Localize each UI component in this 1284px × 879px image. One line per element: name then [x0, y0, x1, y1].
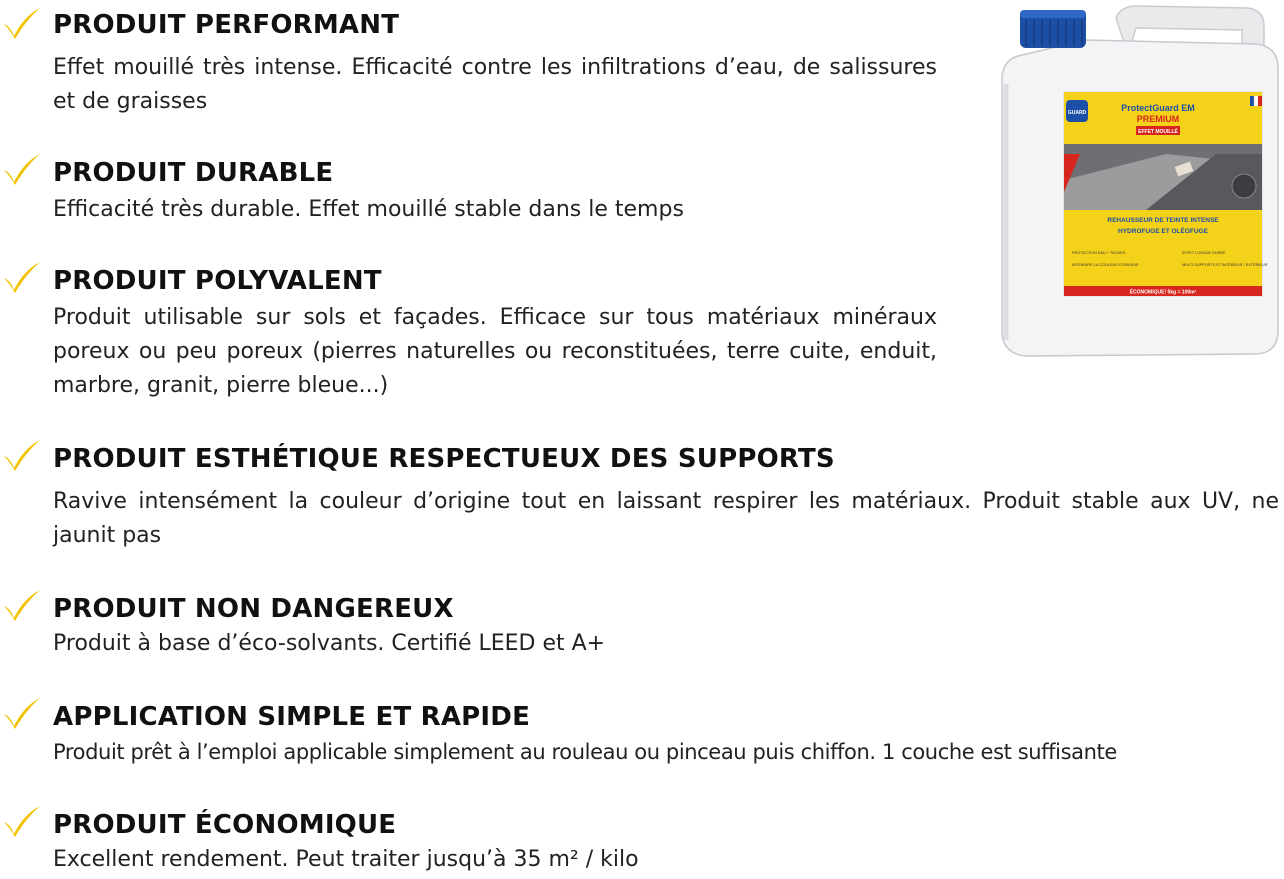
label-bullet: MULTI-SUPPORTS ET INTÉRIEUR / EXTÉRIEUR — [1182, 263, 1268, 267]
feature-description: Produit à base d’éco-solvants. Certifié LEED et A+ — [53, 631, 606, 656]
product-jerrican-image — [996, 4, 1280, 360]
feature-title: PRODUIT PERFORMANT — [53, 10, 400, 40]
checkmark-icon — [2, 804, 42, 838]
checkmark-icon — [2, 438, 42, 472]
feature-description: Produit prêt à l’emploi applicable simplement au rouleau ou pinceau puis chiffon. 1 couche est suffisante — [53, 740, 1117, 764]
feature-description: Efficacité très durable. Effet mouillé stable dans le temps — [53, 197, 684, 222]
feature-description: Produit utilisable sur sols et façades. Efficace sur tous matériaux minéraux poreux ou peu poreux (pierres naturelles ou reconstituées, terre cuite, enduit, marbre, granit, pierre bleue...) — [53, 305, 937, 398]
feature-title: PRODUIT ÉCONOMIQUE — [53, 810, 397, 840]
feature-description: Excellent rendement. Peut traiter jusqu’à 35 m² / kilo — [53, 847, 639, 872]
label-footer: ÉCONOMIQUE! 5kg = 100m² — [1129, 289, 1197, 296]
feature-title: PRODUIT ESTHÉTIQUE RESPECTUEUX DES SUPPORTS — [53, 444, 835, 474]
checkmark-icon — [2, 152, 42, 186]
label-brand: ProtectGuard EM — [1121, 103, 1195, 113]
checkmark-icon — [2, 6, 42, 40]
feature-title: APPLICATION SIMPLE ET RAPIDE — [53, 702, 531, 732]
feature-description: Ravive intensément la couleur d’origine tout en laissant respirer les matériaux. Produit stable aux UV, ne jaunit pas — [53, 489, 1279, 548]
feature-title: PRODUIT POLYVALENT — [53, 266, 382, 296]
feature-description: Effet mouillé très intense. Efficacité contre les infiltrations d’eau, de salissures et de graisses — [53, 55, 937, 114]
label-badge: GUARD — [1067, 110, 1087, 116]
feature-title: PRODUIT DURABLE — [53, 158, 334, 188]
label-bullet: INTENSIFIE LA COULEUR D'ORIGINE — [1072, 263, 1139, 267]
label-headline-1: REHAUSSEUR DE TEINTE INTENSE — [1107, 217, 1219, 224]
label-bullet: EFFET LONGUE DURÉE — [1182, 251, 1226, 255]
checkmark-icon — [2, 696, 42, 730]
label-subtitle: EFFET MOUILLÉ — [1138, 129, 1178, 135]
checkmark-icon — [2, 588, 42, 622]
label-line: PREMIUM — [1136, 114, 1180, 124]
checkmark-icon — [2, 260, 42, 294]
label-bullet: PROTECTION EAU + TACHES — [1072, 251, 1126, 255]
label-headline-2: HYDROFUGE ET OLÉOFUGE — [1118, 228, 1208, 235]
feature-title: PRODUIT NON DANGEREUX — [53, 594, 454, 624]
